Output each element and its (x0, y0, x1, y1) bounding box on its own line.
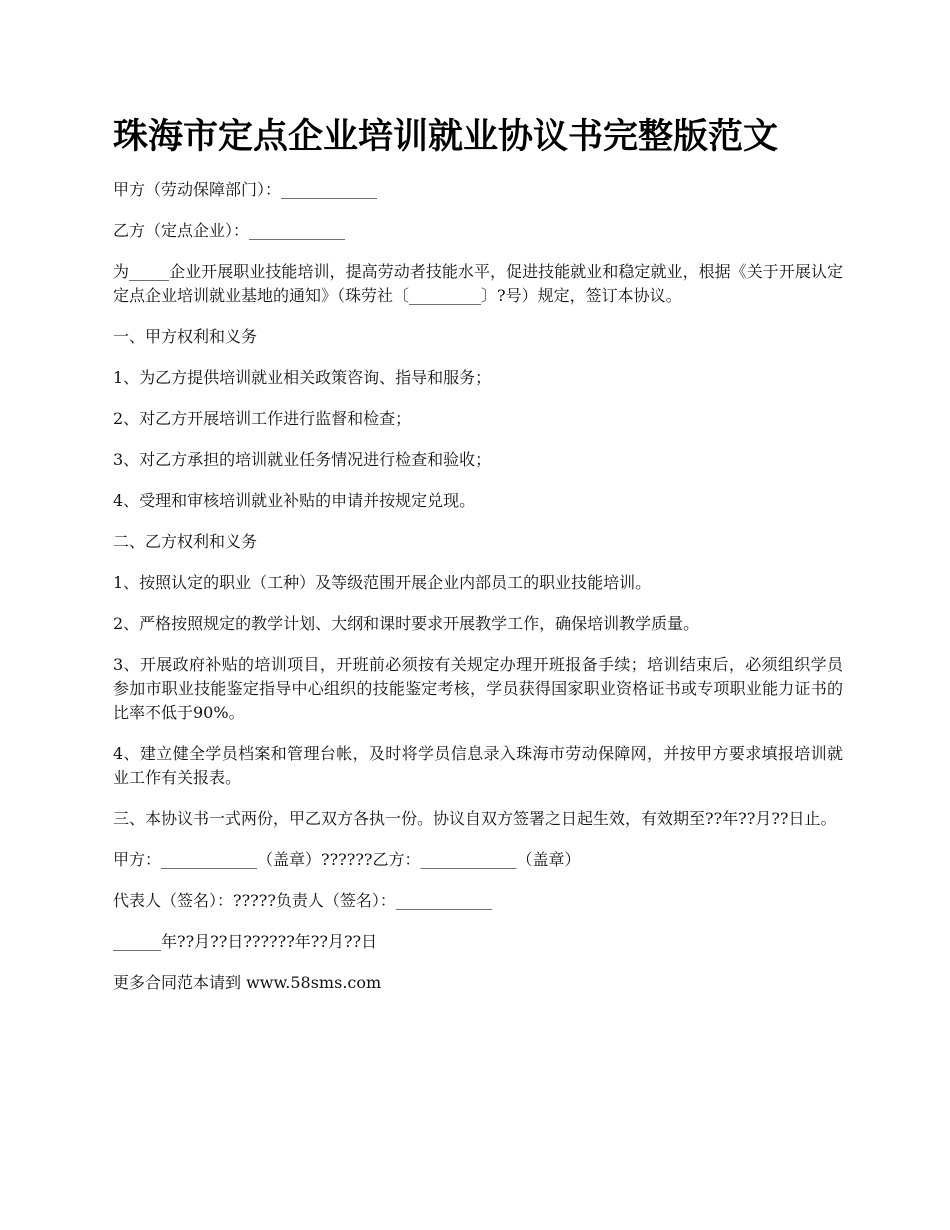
party-b-clause-1: 1、按照认定的职业（工种）及等级范围开展企业内部员工的职业技能培训。 (113, 573, 652, 592)
document-title: 珠海市定点企业培训就业协议书完整版范文 (113, 116, 779, 157)
party-a-line: 甲方（劳动保障部门）：____________ (113, 180, 378, 199)
section-three-validity: 三、本协议书一式两份，甲乙双方各执一份。协议自双方签署之日起生效，有效期至??年??月??日止。 (113, 809, 837, 828)
signature-dates-line: ______年??月??日??????年??月??日 (113, 932, 378, 951)
party-b-clause-3: 3、开展政府补贴的培训项目，开班前必须按有关规定办理开班报备手续；培训结束后，必须组织学员参加市职业技能鉴定指导中心组织的技能鉴定考核，学员获得国家职业资格证书或专项职业能力证书的比率不低于90%。 (113, 655, 843, 722)
section-heading-party-b: 二、乙方权利和义务 (113, 532, 258, 551)
signature-representatives-line: 代表人（签名）：?????负责人（签名）：____________ (113, 891, 492, 910)
preamble-paragraph: 为_____企业开展职业技能培训，提高劳动者技能水平，促进技能就业和稳定就业，根据《关于开展认定定点企业培训就业基地的通知》（珠劳社〔_________〕?号）规定，签订本协议。 (113, 262, 843, 305)
document-body (113, 178, 843, 1012)
signature-parties-line: 甲方：____________（盖章）??????乙方：____________（盖章） (113, 850, 581, 869)
party-b-line: 乙方（定点企业）：____________ (113, 221, 346, 240)
footer-link-text: 更多合同范本请到 www.58sms.com (113, 973, 382, 992)
party-b-clause-2: 2、严格按照规定的教学计划、大纲和课时要求开展教学工作，确保培训教学质量。 (113, 614, 700, 633)
party-b-clause-4: 4、建立健全学员档案和管理台帐，及时将学员信息录入珠海市劳动保障网，并按甲方要求填报培训就业工作有关报表。 (113, 744, 843, 787)
party-a-clause-2: 2、对乙方开展培训工作进行监督和检查； (113, 409, 412, 428)
section-heading-party-a: 一、甲方权利和义务 (113, 327, 258, 346)
party-a-clause-3: 3、对乙方承担的培训就业任务情况进行检查和验收； (113, 450, 492, 469)
party-a-clause-1: 1、为乙方提供培训就业相关政策咨询、指导和服务； (113, 368, 492, 387)
party-a-clause-4: 4、受理和审核培训就业补贴的申请并按规定兑现。 (113, 491, 476, 510)
